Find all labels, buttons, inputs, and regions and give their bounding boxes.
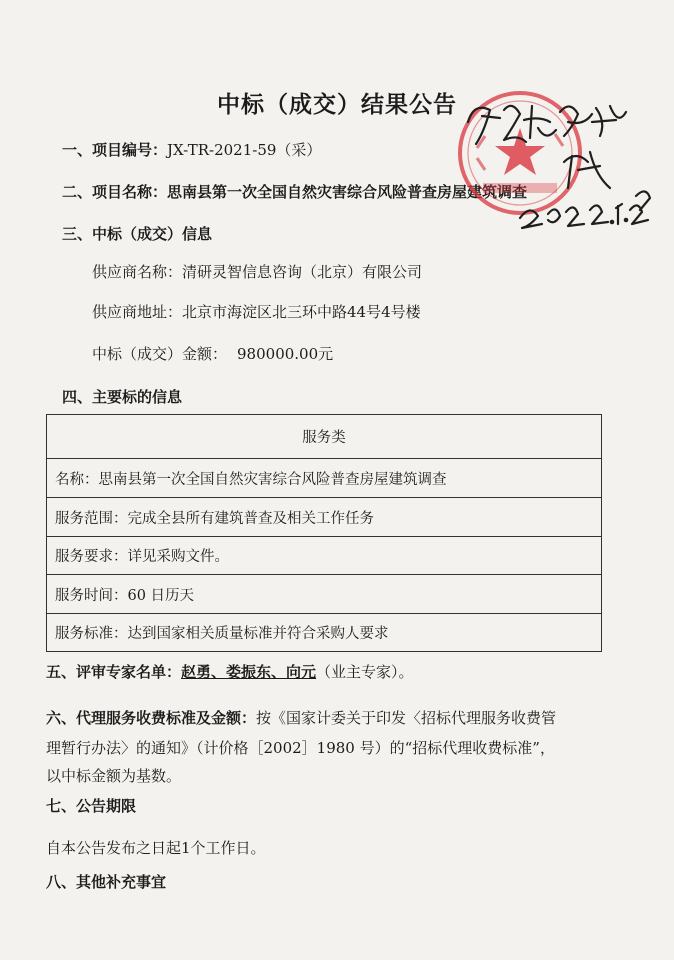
row-value: 详见采购文件。 [127,549,229,565]
row-value: 达到国家相关质量标准并符合采购人要求 [127,626,389,642]
subject-info-table [46,414,602,652]
row-label: 服务时间： [55,587,128,604]
supplier-address-label: 供应商地址： [92,303,183,321]
row-label: 服务范围： [55,510,128,527]
agency-fee-line-3: 以中标金额为基数。 [46,767,182,785]
project-number-line [62,140,321,160]
agency-fee-line-1 [46,708,556,728]
supplier-name-value: 清研灵智信息咨询（北京）有限公司 [182,263,423,281]
experts-names: 赵勇、娄振东、向元 [181,663,317,681]
agency-fee-line-2: 理暂行办法〉的通知》（计价格［2002］1980 号）的“招标代理收费标准”， [46,739,555,757]
notice-period-text: 自本公告发布之日起1个工作日。 [46,839,266,857]
table-row [47,537,601,575]
experts-line [46,662,414,682]
award-amount-label: 中标（成交）金额： [92,345,228,363]
table-row [47,614,601,651]
table-row [47,575,601,614]
row-label: 服务要求： [55,549,128,565]
table-row [47,498,601,537]
supplier-address-line [92,302,421,322]
row-label: 服务标准： [55,626,128,642]
project-number-label: 一、项目编号： [62,141,168,159]
project-number-value: JX-TR-2021-59（采） [167,141,322,159]
award-info-heading: 三、中标（成交）信息 [62,225,213,243]
award-amount-value: 980000.00元 [237,345,334,363]
other-matters-heading: 八、其他补充事宜 [46,873,167,891]
agency-fee-text-1: 按《国家计委关于印发〈招标代理服务收费管 [256,709,557,727]
row-value: 完成全县所有建筑普查及相关工作任务 [127,510,374,527]
project-name-label: 二、项目名称： [62,183,168,201]
row-value: 思南县第一次全国自然灾害综合风险普查房屋建筑调查 [98,471,447,488]
row-label: 名称： [55,471,99,488]
notice-period-heading: 七、公告期限 [46,797,137,815]
project-name-value: 思南县第一次全国自然灾害综合风险普查房屋建筑调查 [167,183,528,201]
main-subject-heading: 四、主要标的信息 [62,388,183,406]
signature-date: 2022.2.22 [460,92,466,93]
experts-suffix: （业主专家）。 [316,663,414,681]
agency-fee-label: 六、代理服务收费标准及金额： [46,709,257,727]
table-row [47,459,601,498]
award-amount-line [92,344,333,364]
table-header: 服务类 [47,415,601,459]
row-value: 60 日历天 [127,587,195,604]
page-title: 中标（成交）结果公告 [217,92,457,118]
handwritten-signature [460,92,660,242]
experts-label: 五、评审专家名单： [46,663,182,681]
supplier-name-line [92,262,422,282]
supplier-name-label: 供应商名称： [92,263,183,281]
supplier-address-value: 北京市海淀区北三环中路44号4号楼 [182,303,421,321]
